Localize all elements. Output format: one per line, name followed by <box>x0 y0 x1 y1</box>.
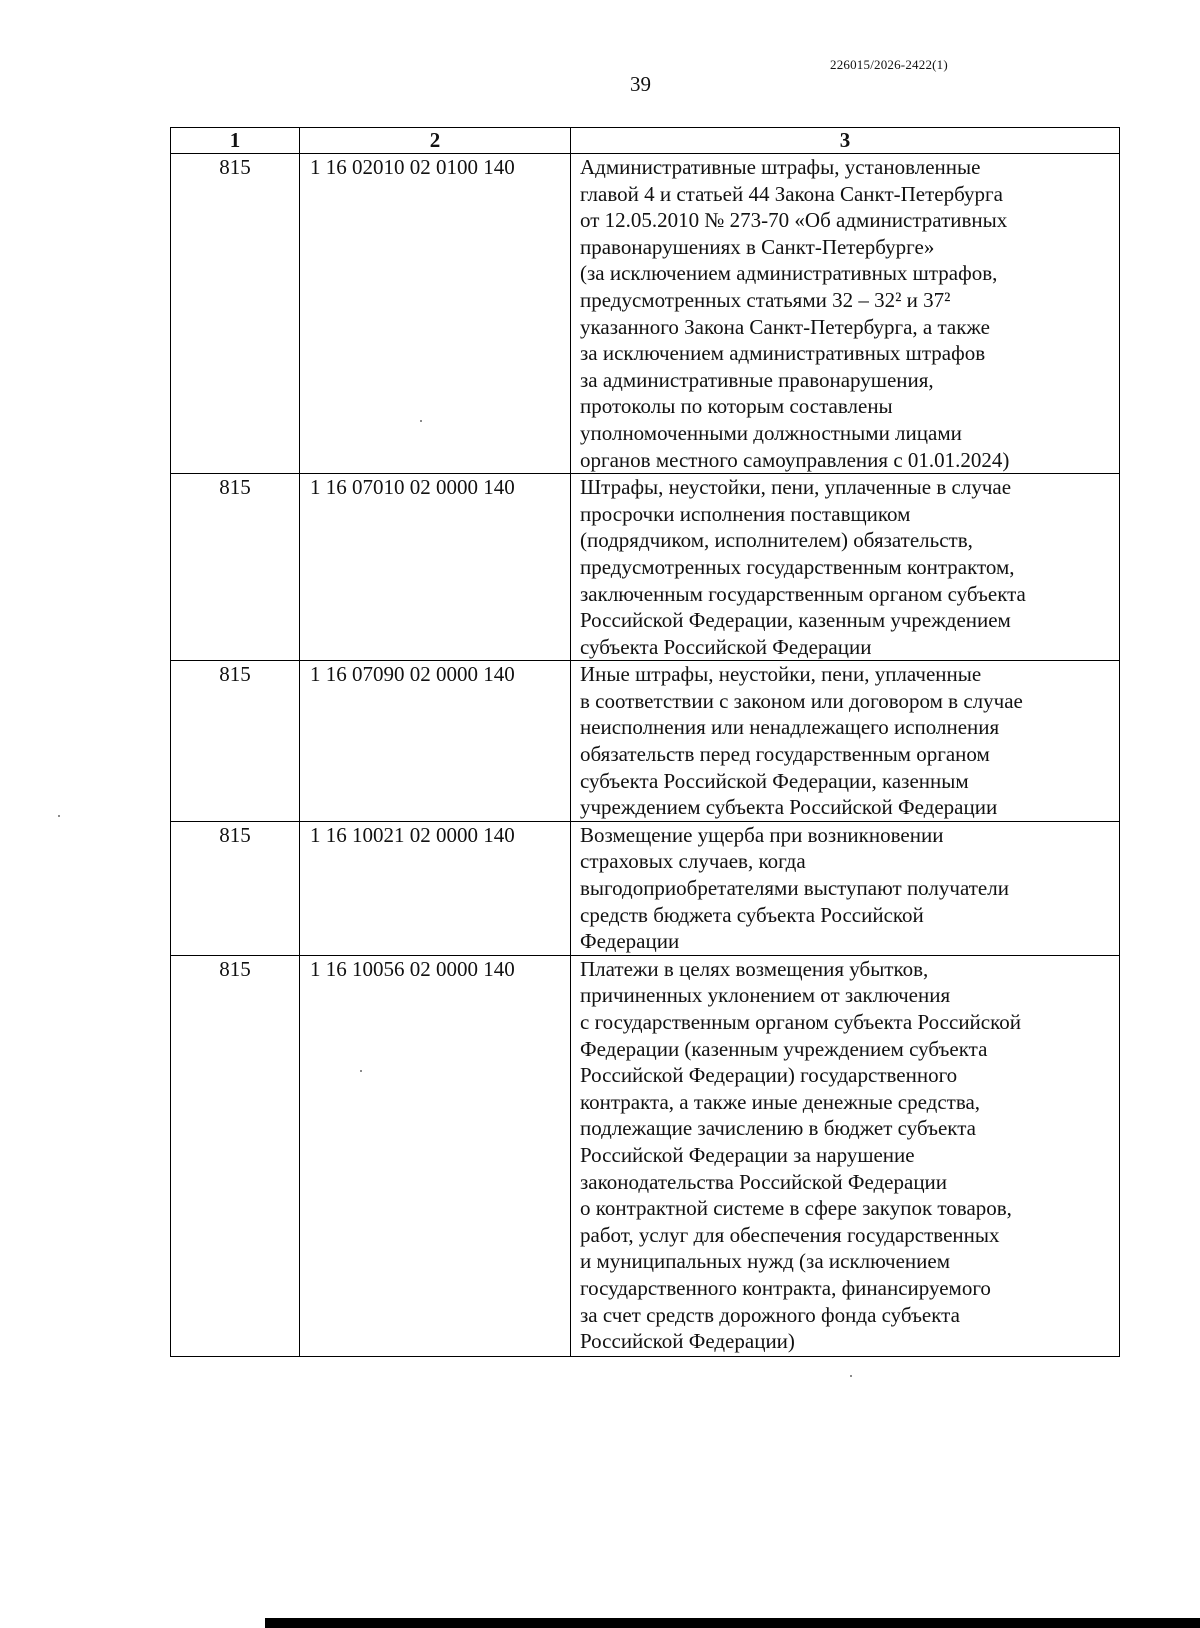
admin-code-cell: 815 <box>171 661 300 822</box>
scan-speck <box>360 1070 362 1072</box>
document-id: 226015/2026-2422(1) <box>830 57 948 72</box>
revenue-code-cell: 1 16 10056 02 0000 140 <box>300 955 571 1356</box>
table-row <box>171 821 1120 955</box>
column-header-1: 1 <box>171 128 300 154</box>
page-number: 39 <box>630 72 651 96</box>
admin-code-cell: 815 <box>171 154 300 474</box>
admin-code-cell: 815 <box>171 955 300 1356</box>
column-header-2: 2 <box>300 128 571 154</box>
table-row <box>171 474 1120 661</box>
admin-code-cell: 815 <box>171 821 300 955</box>
table-row <box>171 955 1120 1356</box>
admin-code-cell: 815 <box>171 474 300 661</box>
description-cell: Штрафы, неустойки, пени, уплаченные в случае просрочки исполнения поставщиком (подрядчиком, исполнителем) обязательств, предусмотренных государственным контрактом, заключенным государственным органом субъекта Российской Федерации, казенным учреждением субъекта Российской Федерации <box>571 474 1120 661</box>
revenue-code-cell: 1 16 07090 02 0000 140 <box>300 661 571 822</box>
scan-speck <box>58 815 60 817</box>
table-row <box>171 661 1120 822</box>
description-cell: Иные штрафы, неустойки, пени, уплаченные в соответствии с законом или договором в случае неисполнения или ненадлежащего исполнения обязательств перед государственным органом субъекта Российской Федерации, казенным учреждением субъекта Российской Федерации <box>571 661 1120 822</box>
scan-speck <box>420 420 422 422</box>
revenue-codes-table <box>170 127 1120 1357</box>
column-header-3: 3 <box>571 128 1120 154</box>
description-cell: Административные штрафы, установленные главой 4 и статьей 44 Закона Санкт-Петербурга от 12.05.2010 № 273-70 «Об административных правонарушениях в Санкт-Петербурге» (за исключением административных штрафов, предусмотренных статьями 32 – 32² и 37² указанного Закона Санкт-Петербурга, а также за исключением административных штрафов за административные правонарушения, протоколы по которым составлены уполномоченными должностными лицами органов местного самоуправления с 01.01.2024) <box>571 154 1120 474</box>
description-cell: Возмещение ущерба при возникновении страховых случаев, когда выгодоприобретателями выступают получатели средств бюджета субъекта Российской Федерации <box>571 821 1120 955</box>
table-row <box>171 154 1120 474</box>
revenue-code-cell: 1 16 02010 02 0100 140 <box>300 154 571 474</box>
scan-speck <box>850 1375 852 1377</box>
description-cell: Платежи в целях возмещения убытков, причиненных уклонением от заключения с государственным органом субъекта Российской Федерации (казенным учреждением субъекта Российской Федерации) государственного контракта, а также иные денежные средства, подлежащие зачислению в бюджет субъекта Российской Федерации за нарушение законодательства Российской Федерации о контрактной системе в сфере закупок товаров, работ, услуг для обеспечения государственных и муниципальных нужд (за исключением государственного контракта, финансируемого за счет средств дорожного фонда субъекта Российской Федерации) <box>571 955 1120 1356</box>
scan-edge-bar <box>265 1618 1200 1628</box>
revenue-code-cell: 1 16 10021 02 0000 140 <box>300 821 571 955</box>
revenue-code-cell: 1 16 07010 02 0000 140 <box>300 474 571 661</box>
table-header-row <box>171 128 1120 154</box>
